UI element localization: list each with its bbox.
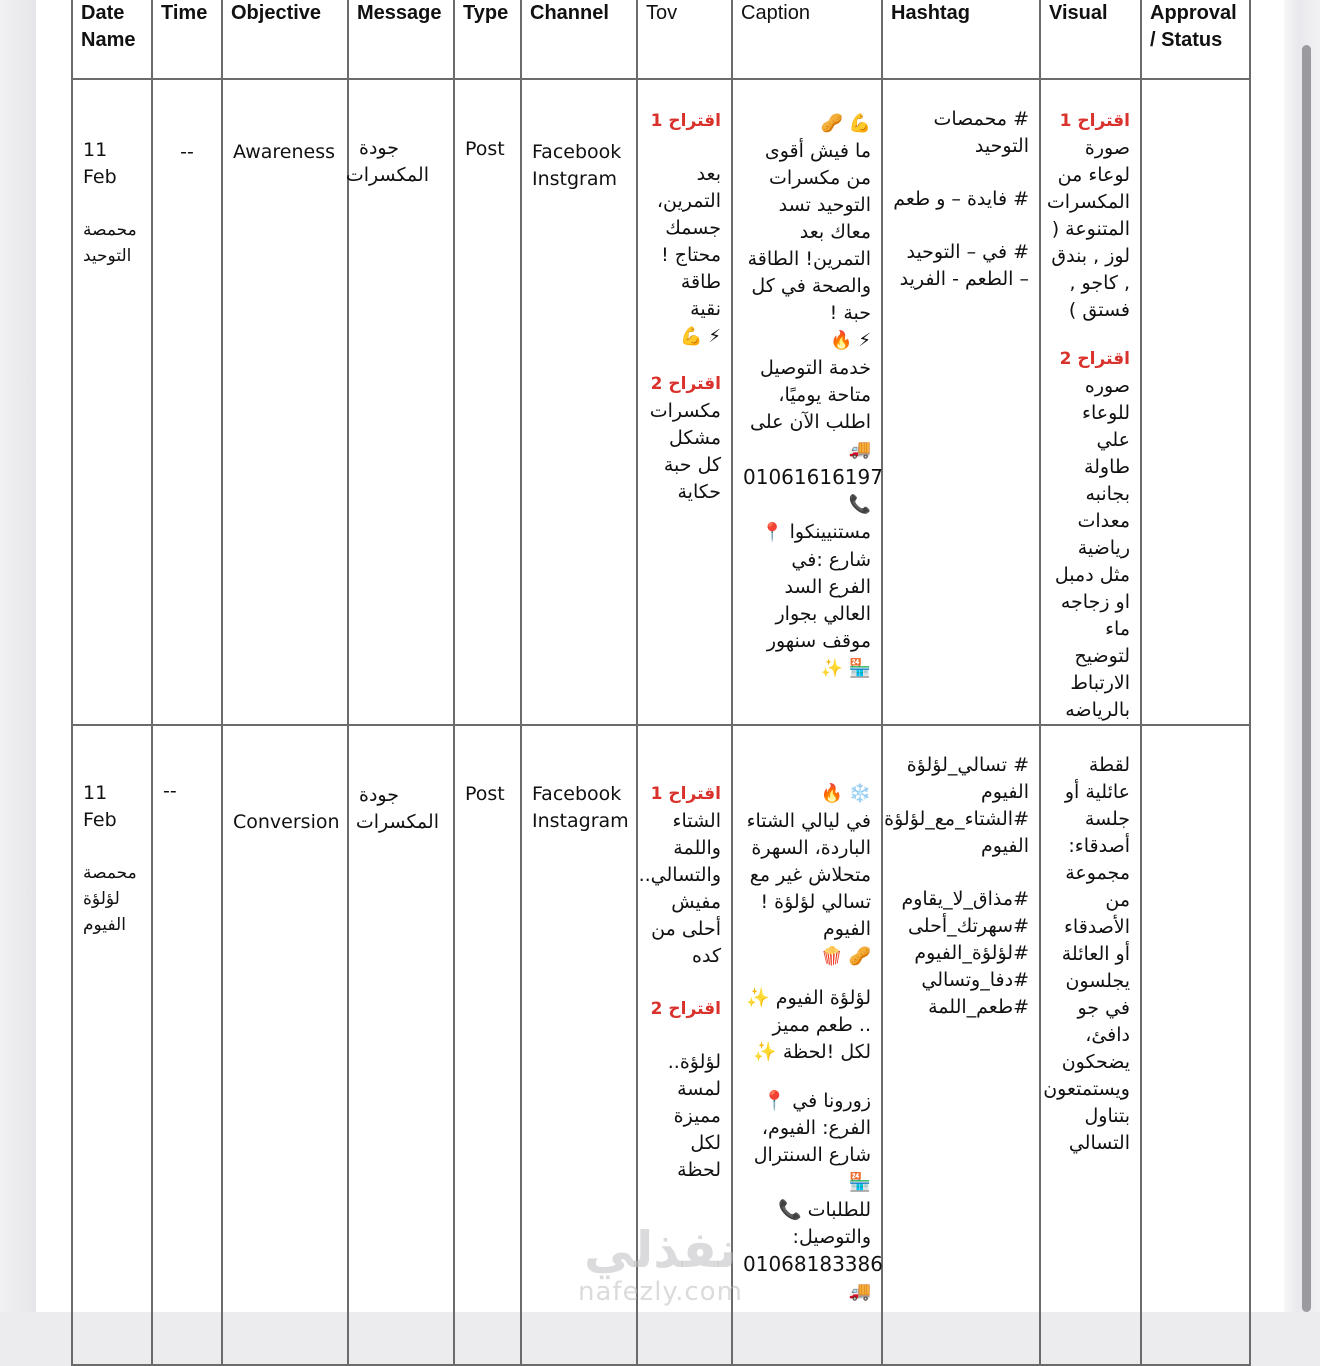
caption-text: في ليالي الشتاء الباردة، السهرة متحلاش غير مع تسالي لؤلؤة !الفيوم bbox=[746, 810, 871, 940]
hashtag: #سهرتك_أحلى bbox=[907, 915, 1029, 937]
watermark-arabic: نفذلي bbox=[583, 1221, 737, 1279]
cell-time bbox=[152, 79, 222, 725]
hashtag: #دفا_وتسالي bbox=[921, 969, 1029, 991]
table-row bbox=[72, 79, 1250, 725]
cell-date-name bbox=[72, 725, 152, 1365]
phone-number: 01061616197 bbox=[743, 465, 883, 489]
delivery-truck-icon: 🚚 bbox=[848, 439, 871, 460]
business-name: محمصة التوحيد bbox=[83, 220, 137, 266]
caption-text: لؤلؤة الفيوم ✨ .. طعم مميز لكل !لحظة ✨ bbox=[746, 987, 871, 1063]
header-date-name: Date Name bbox=[72, 0, 152, 79]
header-approval-status: Approval / Status bbox=[1141, 0, 1250, 79]
header-time: Time bbox=[152, 0, 222, 79]
table-row bbox=[72, 725, 1250, 1365]
caption-text: للطلبات 📞 والتوصيل: bbox=[777, 1199, 871, 1248]
cell-type bbox=[454, 79, 521, 725]
peanut-biceps-icon: 🥜 💪 bbox=[820, 113, 871, 134]
watermark-latin: nafezly.com bbox=[578, 1277, 743, 1307]
tov-suggestion-text: بعد التمرين، جسمك محتاج !طاقة نقية bbox=[656, 163, 721, 320]
content-plan-table bbox=[71, 0, 1251, 1366]
caption-text: مستنيينكوا bbox=[789, 521, 871, 543]
delivery-truck-icon: 🚚 bbox=[848, 1281, 871, 1302]
suggestion-label: اقتراح 2 bbox=[650, 999, 721, 1019]
header-caption: Caption bbox=[732, 0, 882, 79]
hashtag: #طعم_اللمة bbox=[928, 996, 1029, 1018]
visual-description: لقطة عائلية أو جلسة أصدقاء: مجموعة من الأصدقاء أو العائلة يجلسون في جو دافئ، يضحكون ويستمتعون بتناول التسالي bbox=[1043, 754, 1130, 1154]
channel-facebook: Facebook bbox=[532, 783, 622, 805]
message-text: جودة المكسرات bbox=[355, 784, 439, 833]
header-type: Type bbox=[454, 0, 521, 79]
hashtag: # فايدة – و طعم bbox=[893, 188, 1029, 210]
cell-objective bbox=[222, 725, 348, 1365]
suggestion-label: اقتراح 1 bbox=[1059, 111, 1130, 131]
suggestion-label: اقتراح 1 bbox=[650, 111, 721, 131]
header-hashtag: Hashtag bbox=[882, 0, 1040, 79]
cell-date-name bbox=[72, 79, 152, 725]
fire-lightning-icon: 🔥 ⚡ bbox=[830, 330, 871, 351]
phone-number: 01068183386 bbox=[743, 1252, 883, 1276]
cell-visual bbox=[1040, 79, 1141, 725]
cell-caption bbox=[732, 725, 882, 1365]
cell-tov bbox=[637, 725, 732, 1365]
time-text: -- bbox=[163, 780, 177, 802]
hashtag: #مذاق_لا_يقاوم bbox=[901, 888, 1029, 910]
tov-suggestion-text: لؤلؤة.. لمسة مميزة لكل لحظة bbox=[667, 1051, 721, 1181]
cell-channel bbox=[521, 79, 637, 725]
cell-objective bbox=[222, 79, 348, 725]
header-channel: Channel bbox=[521, 0, 637, 79]
channel-instagram: Instagram bbox=[532, 810, 629, 832]
hashtag: # في – التوحيد – الطعم - الفريد bbox=[899, 241, 1029, 290]
caption-address: شارع :في الفرع السد العالي بجوار موقف سنهور bbox=[766, 549, 871, 652]
visual-suggestion-text: صوره للوعاء علي طاولة بجانبه معدات رياضية مثل دمبل او زجاجه ماء لتوضيح الارتباط بالرياضه bbox=[1054, 375, 1130, 721]
channel-facebook: Facebook bbox=[532, 141, 622, 163]
cell-hashtag bbox=[882, 79, 1040, 725]
hashtag: # تسالي_لؤلؤة الفيوم bbox=[906, 754, 1029, 803]
cell-message bbox=[345, 79, 454, 725]
store-icon: 🏪 bbox=[848, 1172, 871, 1193]
cell-message bbox=[348, 725, 454, 1365]
cell-approval-status[interactable] bbox=[1141, 725, 1250, 1365]
date-text: 11 Feb bbox=[83, 782, 117, 831]
caption-text: ما فيش أقوى من مكسرات التوحيد تسد معاك بعد التمرين! الطاقة والصحة في كل حبة ! bbox=[747, 140, 871, 324]
tov-suggestion-text: مكسرات مشكل كل حبة حكاية bbox=[649, 400, 721, 503]
cell-channel bbox=[521, 725, 637, 1365]
type-text: Post bbox=[465, 783, 505, 805]
cell-approval-status[interactable] bbox=[1141, 79, 1250, 725]
hashtag: #الشتاء_مع_لؤلؤة الفيوم bbox=[884, 808, 1029, 857]
objective-text: Conversion bbox=[233, 811, 340, 833]
cell-caption bbox=[732, 79, 882, 725]
scrollbar-thumb[interactable] bbox=[1302, 45, 1311, 1312]
message-text: جودة المكسرات bbox=[345, 137, 429, 186]
page-margin-left bbox=[0, 0, 36, 1312]
channel-instagram: Instgram bbox=[532, 168, 618, 190]
header-tov: Tov bbox=[637, 0, 732, 79]
header-row bbox=[72, 0, 1250, 79]
cell-time bbox=[152, 725, 222, 1365]
cell-visual bbox=[1040, 725, 1141, 1365]
flexed-biceps-lightning-icon: 💪 ⚡ bbox=[680, 326, 721, 347]
suggestion-label: اقتراح 2 bbox=[650, 374, 721, 394]
hashtag: # محمصات التوحيد bbox=[933, 108, 1029, 157]
pin-icon: 📍 bbox=[761, 522, 784, 543]
phone-icon: 📞 bbox=[848, 494, 871, 515]
objective-text: Awareness bbox=[233, 141, 336, 163]
suggestion-label: اقتراح 2 bbox=[1059, 349, 1130, 369]
header-message: Message bbox=[348, 0, 454, 79]
sparkles-store-icon: ✨ 🏪 bbox=[820, 658, 871, 679]
header-visual: Visual bbox=[1040, 0, 1141, 79]
caption-address: زورونا في 📍 الفرع: الفيوم، شارع السنترال bbox=[753, 1090, 871, 1166]
cell-type bbox=[454, 725, 521, 1365]
cell-tov bbox=[637, 79, 732, 725]
suggestion-label: اقتراح 1 bbox=[650, 784, 721, 804]
cell-hashtag bbox=[882, 725, 1040, 1365]
date-text: 11 Feb bbox=[83, 139, 117, 188]
tov-suggestion-text: الشتاء واللمة والتسالي.. مفيش أحلى من كده bbox=[638, 810, 721, 967]
hashtag: #لؤلؤة_الفيوم bbox=[914, 942, 1029, 964]
popcorn-peanut-icon: 🍿 🥜 bbox=[820, 946, 871, 967]
caption-text: خدمة التوصيل متاحة يوميًا، اطلب الآن على bbox=[750, 357, 871, 433]
type-text: Post bbox=[465, 138, 505, 160]
time-text: -- bbox=[180, 141, 194, 163]
header-objective: Objective bbox=[222, 0, 348, 79]
business-name: محمصة لؤلؤة الفيوم bbox=[83, 863, 137, 935]
visual-suggestion-text: صورة لوعاء من المكسرات المتنوعة ( لوز , بندق , كاجو , فستق ) bbox=[1046, 137, 1130, 321]
fire-snowflake-icon: 🔥 ❄️ bbox=[820, 783, 871, 804]
